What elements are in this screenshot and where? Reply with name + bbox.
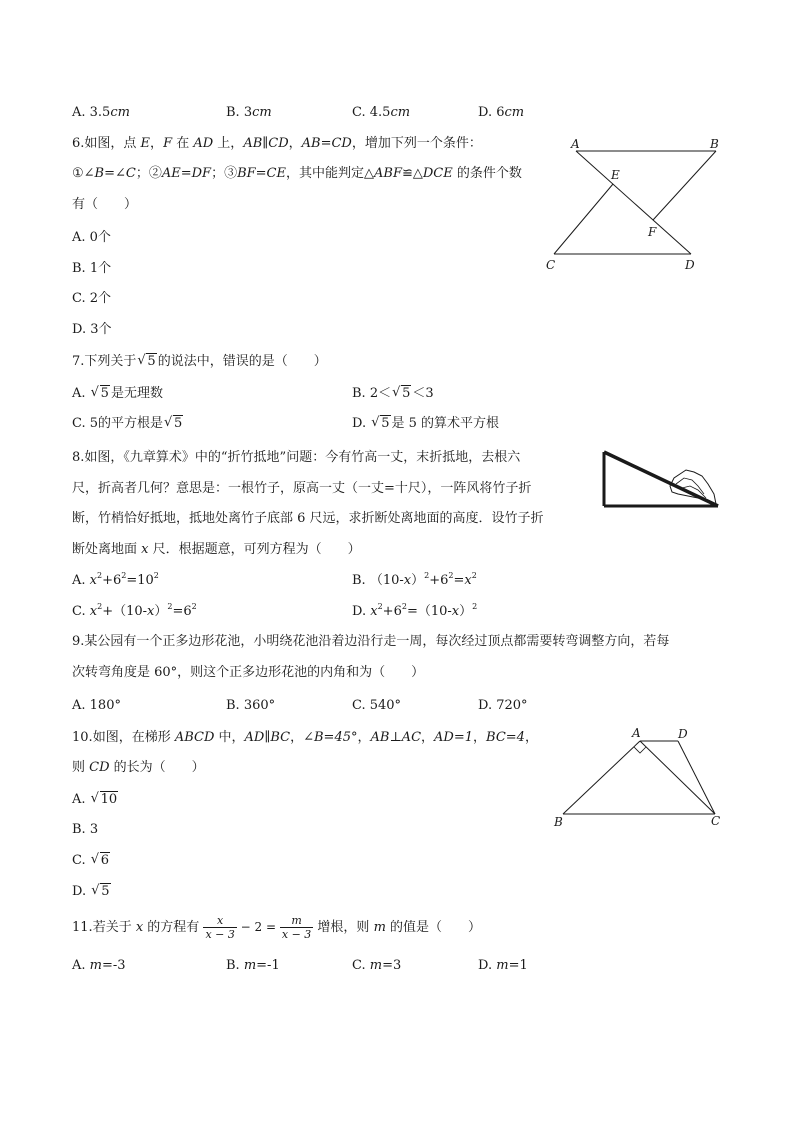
q11-stem: 11.若关于 x 的方程有 $\frac{x}{x - 3}$ − 2 = $\frac{m}{x - 3}$ 增根，则 m 的值是（ ） (72, 914, 482, 941)
q6-option-d: D. 3个 (72, 322, 112, 337)
q5-option-c: C. 4.5cm (352, 105, 411, 120)
q7-option-a: A. √ 5 是无理数 (72, 385, 163, 403)
q5-option-b: B. 3cm (226, 105, 272, 120)
q8-bamboo-figure (598, 448, 724, 508)
q6-label-a: A (571, 137, 580, 151)
q6-stem-line1: 6.如图，点 E，F 在 AD 上，AB∥CD，AB=CD，增加下列一个条件： (72, 136, 482, 151)
q6-parallelogram-figure (540, 132, 730, 277)
q10-label-b: B (554, 815, 563, 829)
q5-option-a: A. 3.5cm (72, 105, 130, 120)
q8-stem-line4: 断处离地面 x 尺．根据题意，可列方程为（ ） (72, 542, 361, 557)
q8-stem-line1: 8.如图，《九章算术》中的“折竹抵地”问题：今有竹高一丈，末折抵地，去根六 (72, 450, 521, 465)
q8-option-c: C. $x^2+(10-x)^2=6^2$ (72, 602, 197, 619)
q11-option-a: A. m=-3 (72, 958, 126, 973)
q8-option-a: A. $x^2+6^2=10^2$ (72, 571, 159, 588)
q6-label-b: B (710, 137, 719, 151)
q11-option-c: C. m=3 (352, 958, 402, 973)
q8-stem-line2: 尺，折高者几何？意思是：一根竹子，原高一丈（一丈=十尺），一阵风将竹子折 (72, 481, 532, 496)
q10-option-a: A. √ 10 (72, 791, 119, 809)
q6-option-b: B. 1个 (72, 261, 112, 276)
q6-stem-line2: ①∠B=∠C；②AE=DF；③BF=CE，其中能判定△ABF≌△DCE 的条件个数 (72, 166, 522, 181)
q9-option-c: C. 540° (352, 698, 402, 713)
q10-option-c: C. √ 6 (72, 852, 111, 870)
q6-option-a: A. 0个 (72, 230, 111, 245)
q7-option-b: B. 2＜√ 5 ＜3 (352, 385, 434, 403)
q11-fraction-right: $\frac{m}{x - 3}$ (281, 914, 312, 941)
q10-option-b: B. 3 (72, 822, 99, 837)
q6-stem-line3: 有（ ） (72, 197, 138, 212)
q9-option-d: D. 720° (478, 698, 528, 713)
q10-option-d: D. √ 5 (72, 883, 112, 901)
q6-label-f: F (648, 225, 657, 239)
q11-option-d: D. m=1 (478, 958, 528, 973)
q10-label-d: D (678, 727, 688, 741)
q10-stem-line1: 10.如图，在梯形 ABCD 中，AD∥BC，∠B=45°，AB⊥AC，AD=1，BC=4， (72, 730, 538, 745)
q5-option-d: D. 6cm (478, 105, 525, 120)
q10-trapezoid-figure (548, 724, 728, 834)
q9-stem-line1: 9.某公园有一个正多边形花池，小明绕花池沿着边沿行走一周，每次经过顶点都需要转弯调整方向，若每 (72, 634, 670, 649)
q8-stem-line3: 断，竹梢恰好抵地，抵地处离竹子底部 6 尺远，求折断处离地面的高度．设竹子折 (72, 511, 544, 526)
q6-label-c: C (546, 258, 556, 272)
q11-fraction-left: $\frac{x}{x - 3}$ (205, 914, 235, 941)
q9-option-b: B. 360° (226, 698, 276, 713)
q8-option-d: D. $x^2+6^2=(10-x)^2$ (352, 602, 478, 619)
q10-stem-line2: 则 CD 的长为（ ） (72, 760, 205, 775)
q9-stem-line2: 次转弯角度是 60°，则这个正多边形花池的内角和为（ ） (72, 665, 425, 680)
q7-option-c: C. 5的平方根是√ 5 (72, 415, 184, 433)
q7-stem: 7.下列关于√ 5 的说法中，错误的是（ ） (72, 353, 327, 371)
q10-label-a: A (632, 726, 641, 740)
q11-option-b: B. m=-1 (226, 958, 280, 973)
q9-option-a: A. 180° (72, 698, 121, 713)
q10-label-c: C (711, 814, 721, 828)
q8-option-b: B. $(10-x)^2+6^2=x^2$ (352, 571, 477, 588)
q7-option-d: D. √ 5 是 5 的算术平方根 (352, 415, 499, 433)
q6-label-d: D (685, 258, 695, 272)
sqrt-5: √ 5 (137, 353, 156, 371)
q6-label-e: E (611, 168, 620, 182)
q6-option-c: C. 2个 (72, 291, 112, 306)
